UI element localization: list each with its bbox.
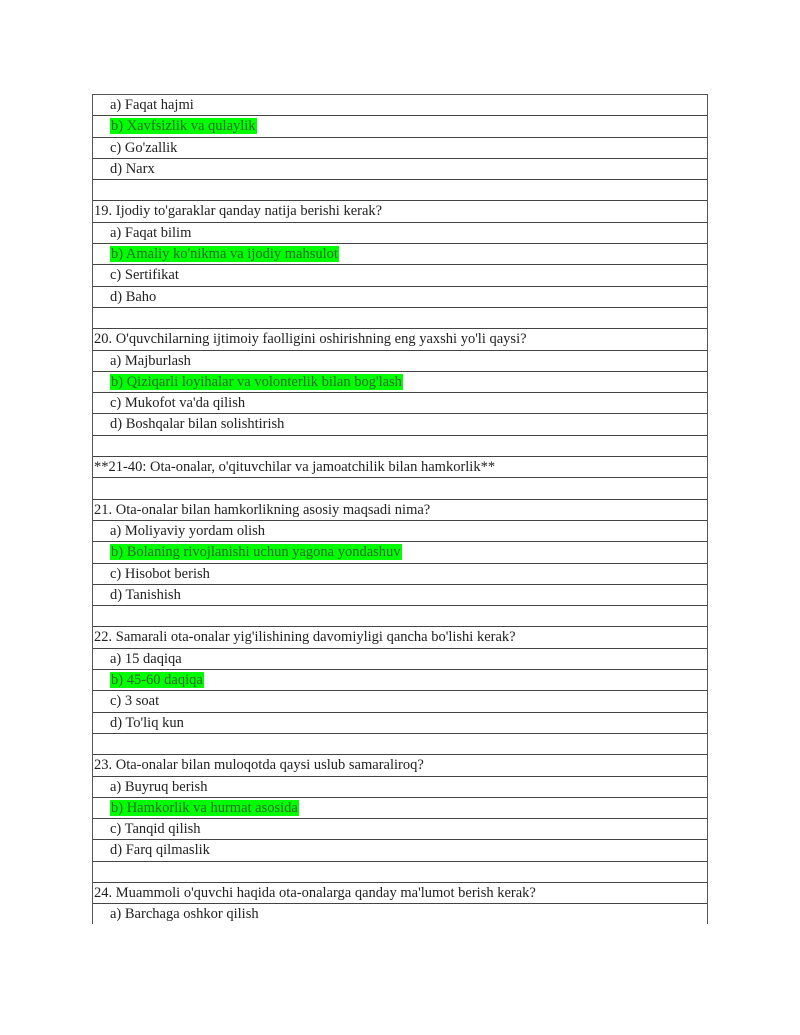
answer-option-row [93, 223, 707, 244]
correct-answer-text: b) Amaliy ko'nikma va ijodiy mahsulot [111, 246, 338, 263]
answer-text: c) Tanqid qilish [110, 821, 201, 838]
answer-text: c) Go'zallik [110, 139, 178, 156]
question-row [93, 500, 707, 521]
answer-option-row [93, 670, 707, 691]
question-row [93, 329, 707, 350]
question-row [93, 883, 707, 904]
question-text: 22. Samarali ota-onalar yig'ilishining davomiyligi qancha bo'lishi kerak? [94, 629, 516, 646]
question-text: 23. Ota-onalar bilan muloqotda qaysi uslub samaraliroq? [94, 757, 424, 774]
question-text: 19. Ijodiy to'garaklar qanday natija berishi kerak? [94, 203, 383, 220]
answer-option-row [93, 713, 707, 734]
answer-text: c) Mukofot va'da qilish [110, 395, 246, 412]
question-row [93, 201, 707, 222]
answer-text: d) Boshqalar bilan solishtirish [110, 416, 285, 433]
answer-text: a) Barchaga oshkor qilish [110, 906, 259, 923]
answer-option-row [93, 393, 707, 414]
question-row [93, 755, 707, 776]
section-heading-row [93, 457, 707, 478]
answer-text: a) 15 daqiqa [110, 650, 182, 667]
answer-option-row [93, 265, 707, 286]
answer-option-row [93, 542, 707, 563]
answer-option-row [93, 840, 707, 861]
answer-option-row [93, 95, 707, 116]
answer-option-row [93, 414, 707, 435]
answer-option-row [93, 564, 707, 585]
blank-row [93, 308, 707, 329]
answer-text: c) Sertifikat [110, 267, 179, 284]
answer-text: d) Farq qilmaslik [110, 842, 210, 859]
section-heading-text: **21-40: Ota-onalar, o'qituvchilar va jamoatchilik bilan hamkorlik** [94, 459, 496, 476]
answer-option-row [93, 138, 707, 159]
blank-row [93, 606, 707, 627]
answer-text: a) Buyruq berish [110, 778, 208, 795]
answer-option-row [93, 159, 707, 180]
answer-text: d) To'liq kun [110, 714, 184, 731]
answer-text: d) Tanishish [110, 586, 181, 603]
blank-row [93, 734, 707, 755]
answer-option-row [93, 116, 707, 137]
answer-option-row [93, 904, 707, 924]
blank-row [93, 478, 707, 499]
answer-text: c) 3 soat [110, 693, 160, 710]
answer-text: a) Moliyaviy yordam olish [110, 522, 266, 539]
question-text: 21. Ota-onalar bilan hamkorlikning asosiy maqsadi nima? [94, 501, 431, 518]
correct-answer-text: b) Bolaning rivojlanishi uchun yagona yondashuv [111, 544, 401, 561]
answer-text: d) Narx [110, 160, 155, 177]
answer-option-row [93, 585, 707, 606]
blank-row [93, 862, 707, 883]
answer-text: c) Hisobot berish [110, 565, 210, 582]
answer-option-row [93, 287, 707, 308]
answer-option-row [93, 372, 707, 393]
answer-text: a) Faqat hajmi [110, 97, 194, 113]
quiz-table [92, 94, 708, 924]
answer-option-row [93, 649, 707, 670]
answer-text: a) Majburlash [110, 352, 191, 369]
correct-answer-text: b) Qiziqarli loyihalar va volonterlik bilan bog'lash [111, 373, 402, 390]
answer-option-row [93, 691, 707, 712]
correct-answer-text: b) Hamkorlik va hurmat asosida [111, 799, 298, 816]
correct-answer-text: b) 45-60 daqiqa [111, 672, 203, 689]
answer-option-row [93, 798, 707, 819]
answer-option-row [93, 521, 707, 542]
question-text: 24. Muammoli o'quvchi haqida ota-onalarga qanday ma'lumot berish kerak? [94, 884, 536, 901]
answer-option-row [93, 351, 707, 372]
blank-row [93, 436, 707, 457]
answer-option-row [93, 777, 707, 798]
answer-option-row [93, 819, 707, 840]
blank-row [93, 180, 707, 201]
correct-answer-text: b) Xavfsizlik va qulaylik [111, 118, 256, 135]
question-row [93, 627, 707, 648]
question-text: 20. O'quvchilarning ijtimoiy faolligini oshirishning eng yaxshi yo'li qaysi? [94, 331, 527, 348]
answer-text: d) Baho [110, 288, 157, 305]
answer-text: a) Faqat bilim [110, 224, 192, 241]
answer-option-row [93, 244, 707, 265]
